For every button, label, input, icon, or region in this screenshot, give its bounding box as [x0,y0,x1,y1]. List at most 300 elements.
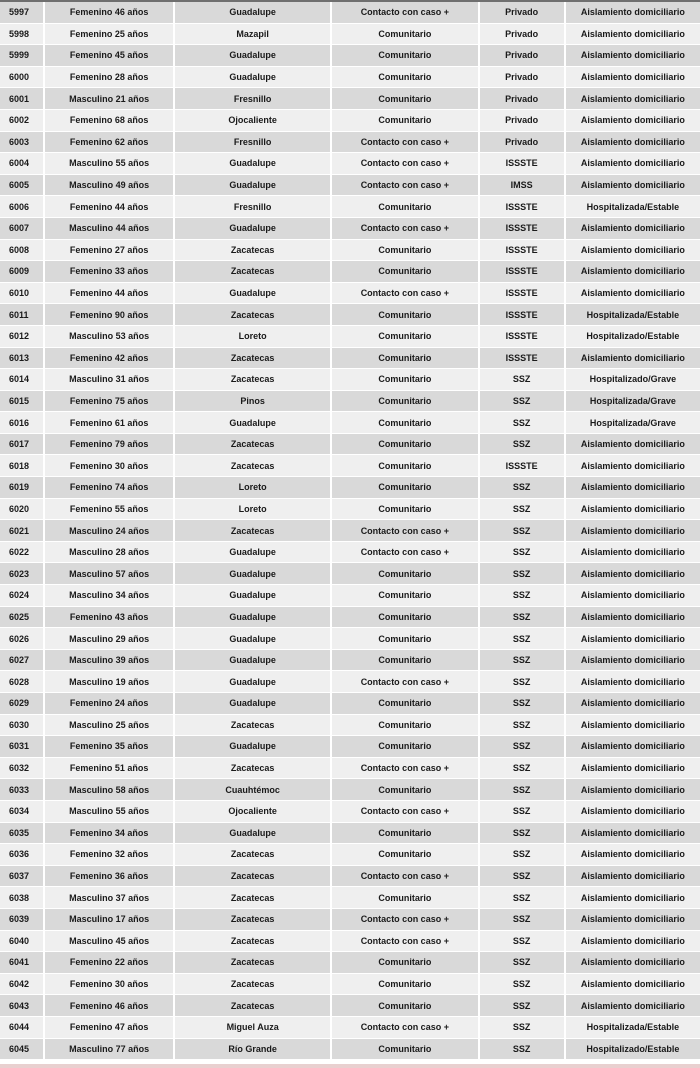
institution-cell: SSZ [480,974,566,996]
table-row [0,887,700,909]
case-number-cell: 6035 [0,823,45,845]
patient-status-cell: Aislamiento domiciliario [566,585,700,607]
contagion-type-cell: Comunitario [332,477,480,499]
institution-cell: SSZ [480,844,566,866]
municipality-cell: Fresnillo [175,88,332,110]
sex-age-cell: Femenino 32 años [45,844,175,866]
case-number-cell: 5997 [0,2,45,24]
table-row [0,240,700,262]
municipality-cell: Zacatecas [175,931,332,953]
institution-cell: SSZ [480,823,566,845]
sex-age-cell: Femenino 44 años [45,283,175,305]
contagion-type-cell: Comunitario [332,779,480,801]
patient-status-cell: Aislamiento domiciliario [566,2,700,24]
table-row [0,974,700,996]
contagion-type-cell: Contacto con caso + [332,2,480,24]
municipality-cell: Guadalupe [175,45,332,67]
contagion-type-cell: Contacto con caso + [332,758,480,780]
institution-cell: SSZ [480,909,566,931]
sex-age-cell: Femenino 36 años [45,866,175,888]
patient-status-cell: Aislamiento domiciliario [566,931,700,953]
case-number-cell: 6028 [0,671,45,693]
contagion-type-cell: Comunitario [332,412,480,434]
case-number-cell: 6024 [0,585,45,607]
municipality-cell: Loreto [175,326,332,348]
case-number-cell: 6036 [0,844,45,866]
patient-status-cell: Aislamiento domiciliario [566,348,700,370]
sex-age-cell: Femenino 46 años [45,995,175,1017]
municipality-cell: Mazapil [175,24,332,46]
table-row [0,2,700,24]
table-row [0,175,700,197]
patient-status-cell: Hospitalizada/Grave [566,412,700,434]
case-number-cell: 6044 [0,1017,45,1039]
municipality-cell: Miguel Auza [175,1017,332,1039]
institution-cell: SSZ [480,585,566,607]
municipality-cell: Zacatecas [175,887,332,909]
institution-cell: SSZ [480,391,566,413]
patient-status-cell: Aislamiento domiciliario [566,952,700,974]
table-row [0,24,700,46]
contagion-type-cell: Comunitario [332,24,480,46]
institution-cell: IMSS [480,175,566,197]
table-row [0,1017,700,1039]
case-number-cell: 6002 [0,110,45,132]
contagion-type-cell: Comunitario [332,628,480,650]
table-row [0,931,700,953]
case-number-cell: 6038 [0,887,45,909]
institution-cell: SSZ [480,369,566,391]
municipality-cell: Guadalupe [175,628,332,650]
municipality-cell: Guadalupe [175,650,332,672]
municipality-cell: Zacatecas [175,369,332,391]
case-number-cell: 6015 [0,391,45,413]
sex-age-cell: Masculino 45 años [45,931,175,953]
case-number-cell: 6019 [0,477,45,499]
table-row [0,348,700,370]
table-row [0,45,700,67]
sex-age-cell: Femenino 90 años [45,304,175,326]
municipality-cell: Zacatecas [175,455,332,477]
contagion-type-cell: Comunitario [332,88,480,110]
institution-cell: SSZ [480,607,566,629]
case-number-cell: 6031 [0,736,45,758]
institution-cell: ISSSTE [480,261,566,283]
institution-cell: Privado [480,45,566,67]
institution-cell: SSZ [480,520,566,542]
patient-status-cell: Aislamiento domiciliario [566,499,700,521]
case-number-cell: 6010 [0,283,45,305]
patient-status-cell: Aislamiento domiciliario [566,736,700,758]
sex-age-cell: Femenino 75 años [45,391,175,413]
contagion-type-cell: Comunitario [332,1039,480,1061]
contagion-type-cell: Comunitario [332,261,480,283]
institution-cell: SSZ [480,715,566,737]
municipality-cell: Guadalupe [175,736,332,758]
table-row [0,628,700,650]
patient-status-cell: Aislamiento domiciliario [566,542,700,564]
patient-status-cell: Aislamiento domiciliario [566,974,700,996]
case-number-cell: 6027 [0,650,45,672]
sex-age-cell: Masculino 24 años [45,520,175,542]
institution-cell: Privado [480,132,566,154]
sex-age-cell: Masculino 44 años [45,218,175,240]
patient-status-cell: Aislamiento domiciliario [566,240,700,262]
table-row [0,844,700,866]
municipality-cell: Guadalupe [175,585,332,607]
patient-status-cell: Aislamiento domiciliario [566,563,700,585]
sex-age-cell: Masculino 77 años [45,1039,175,1061]
case-number-cell: 6009 [0,261,45,283]
sex-age-cell: Femenino 42 años [45,348,175,370]
institution-cell: ISSSTE [480,153,566,175]
sex-age-cell: Femenino 35 años [45,736,175,758]
municipality-cell: Zacatecas [175,304,332,326]
sex-age-cell: Femenino 27 años [45,240,175,262]
sex-age-cell: Femenino 74 años [45,477,175,499]
municipality-cell: Guadalupe [175,563,332,585]
case-number-cell: 6026 [0,628,45,650]
municipality-cell: Ojocaliente [175,110,332,132]
municipality-cell: Guadalupe [175,693,332,715]
table-row [0,909,700,931]
patient-status-cell: Aislamiento domiciliario [566,801,700,823]
table-row [0,736,700,758]
contagion-type-cell: Contacto con caso + [332,175,480,197]
contagion-type-cell: Comunitario [332,693,480,715]
contagion-type-cell: Contacto con caso + [332,542,480,564]
contagion-type-cell: Comunitario [332,196,480,218]
patient-status-cell: Aislamiento domiciliario [566,88,700,110]
municipality-cell: Guadalupe [175,607,332,629]
municipality-cell: Fresnillo [175,132,332,154]
sex-age-cell: Femenino 45 años [45,45,175,67]
table-row [0,261,700,283]
municipality-cell: Loreto [175,477,332,499]
case-number-cell: 6030 [0,715,45,737]
contagion-type-cell: Comunitario [332,67,480,89]
case-number-cell: 6040 [0,931,45,953]
contagion-type-cell: Contacto con caso + [332,218,480,240]
institution-cell: ISSSTE [480,196,566,218]
institution-cell: SSZ [480,412,566,434]
case-number-cell: 6017 [0,434,45,456]
institution-cell: ISSSTE [480,283,566,305]
table-row [0,326,700,348]
patient-status-cell: Aislamiento domiciliario [566,24,700,46]
contagion-type-cell: Contacto con caso + [332,283,480,305]
municipality-cell: Zacatecas [175,348,332,370]
case-number-cell: 6041 [0,952,45,974]
case-number-cell: 6011 [0,304,45,326]
contagion-type-cell: Comunitario [332,585,480,607]
table-row [0,715,700,737]
table-row [0,585,700,607]
contagion-type-cell: Comunitario [332,844,480,866]
institution-cell: SSZ [480,477,566,499]
table-row [0,520,700,542]
contagion-type-cell: Contacto con caso + [332,801,480,823]
institution-cell: ISSSTE [480,240,566,262]
contagion-type-cell: Comunitario [332,823,480,845]
case-number-cell: 6016 [0,412,45,434]
case-number-cell: 6013 [0,348,45,370]
case-number-cell: 6008 [0,240,45,262]
institution-cell: ISSSTE [480,348,566,370]
patient-status-cell: Aislamiento domiciliario [566,715,700,737]
patient-status-cell: Aislamiento domiciliario [566,477,700,499]
sex-age-cell: Femenino 33 años [45,261,175,283]
table-row [0,563,700,585]
contagion-type-cell: Comunitario [332,650,480,672]
case-number-cell: 6005 [0,175,45,197]
institution-cell: Privado [480,110,566,132]
sex-age-cell: Masculino 21 años [45,88,175,110]
case-number-cell: 6018 [0,455,45,477]
institution-cell: ISSSTE [480,218,566,240]
municipality-cell: Zacatecas [175,844,332,866]
sex-age-cell: Femenino 43 años [45,607,175,629]
sex-age-cell: Masculino 49 años [45,175,175,197]
patient-status-cell: Aislamiento domiciliario [566,283,700,305]
institution-cell: SSZ [480,434,566,456]
municipality-cell: Guadalupe [175,671,332,693]
sex-age-cell: Masculino 58 años [45,779,175,801]
patient-status-cell: Aislamiento domiciliario [566,607,700,629]
municipality-cell: Guadalupe [175,2,332,24]
table-row [0,369,700,391]
sex-age-cell: Masculino 29 años [45,628,175,650]
case-number-cell: 6025 [0,607,45,629]
patient-status-cell: Aislamiento domiciliario [566,995,700,1017]
municipality-cell: Loreto [175,499,332,521]
patient-status-cell: Aislamiento domiciliario [566,650,700,672]
case-number-cell: 6007 [0,218,45,240]
patient-status-cell: Aislamiento domiciliario [566,455,700,477]
patient-status-cell: Hospitalizada/Estable [566,1017,700,1039]
sex-age-cell: Femenino 28 años [45,67,175,89]
patient-status-cell: Hospitalizado/Grave [566,369,700,391]
institution-cell: ISSSTE [480,304,566,326]
sex-age-cell: Masculino 57 años [45,563,175,585]
contagion-type-cell: Comunitario [332,45,480,67]
case-number-cell: 6003 [0,132,45,154]
contagion-type-cell: Comunitario [332,607,480,629]
municipality-cell: Zacatecas [175,240,332,262]
case-number-cell: 6039 [0,909,45,931]
municipality-cell: Guadalupe [175,283,332,305]
contagion-type-cell: Comunitario [332,391,480,413]
patient-status-cell: Aislamiento domiciliario [566,866,700,888]
institution-cell: SSZ [480,650,566,672]
contagion-type-cell: Comunitario [332,110,480,132]
institution-cell: SSZ [480,801,566,823]
municipality-cell: Zacatecas [175,909,332,931]
patient-status-cell: Aislamiento domiciliario [566,844,700,866]
case-number-cell: 6014 [0,369,45,391]
case-number-cell: 6045 [0,1039,45,1061]
sex-age-cell: Masculino 53 años [45,326,175,348]
sex-age-cell: Masculino 19 años [45,671,175,693]
table-row [0,455,700,477]
institution-cell: SSZ [480,671,566,693]
table-row [0,153,700,175]
patient-status-cell: Aislamiento domiciliario [566,175,700,197]
contagion-type-cell: Comunitario [332,995,480,1017]
patient-status-cell: Aislamiento domiciliario [566,110,700,132]
case-number-cell: 5998 [0,24,45,46]
case-number-cell: 6034 [0,801,45,823]
institution-cell: SSZ [480,1039,566,1061]
case-number-cell: 6023 [0,563,45,585]
sex-age-cell: Masculino 55 años [45,801,175,823]
sex-age-cell: Femenino 51 años [45,758,175,780]
municipality-cell: Guadalupe [175,542,332,564]
table-row [0,650,700,672]
table-row [0,283,700,305]
institution-cell: Privado [480,24,566,46]
municipality-cell: Zacatecas [175,520,332,542]
case-number-cell: 6020 [0,499,45,521]
patient-status-cell: Aislamiento domiciliario [566,758,700,780]
institution-cell: SSZ [480,758,566,780]
sex-age-cell: Femenino 79 años [45,434,175,456]
contagion-type-cell: Comunitario [332,304,480,326]
patient-status-cell: Aislamiento domiciliario [566,434,700,456]
contagion-type-cell: Contacto con caso + [332,520,480,542]
table-row [0,866,700,888]
sex-age-cell: Masculino 34 años [45,585,175,607]
institution-cell: Privado [480,67,566,89]
institution-cell: SSZ [480,887,566,909]
sex-age-cell: Masculino 39 años [45,650,175,672]
table-row [0,67,700,89]
patient-status-cell: Aislamiento domiciliario [566,671,700,693]
contagion-type-cell: Contacto con caso + [332,671,480,693]
table-row [0,693,700,715]
patient-status-cell: Aislamiento domiciliario [566,218,700,240]
municipality-cell: Fresnillo [175,196,332,218]
table-row [0,477,700,499]
contagion-type-cell: Comunitario [332,348,480,370]
patient-status-cell: Hospitalizada/Estable [566,196,700,218]
table-row [0,88,700,110]
case-number-cell: 6033 [0,779,45,801]
institution-cell: SSZ [480,499,566,521]
case-number-cell: 6001 [0,88,45,110]
institution-cell: SSZ [480,542,566,564]
municipality-cell: Zacatecas [175,261,332,283]
patient-status-cell: Aislamiento domiciliario [566,132,700,154]
municipality-cell: Zacatecas [175,715,332,737]
institution-cell: ISSSTE [480,455,566,477]
institution-cell: SSZ [480,952,566,974]
municipality-cell: Guadalupe [175,175,332,197]
institution-cell: SSZ [480,779,566,801]
case-number-cell: 6037 [0,866,45,888]
contagion-type-cell: Comunitario [332,434,480,456]
case-number-cell: 6032 [0,758,45,780]
patient-status-cell: Aislamiento domiciliario [566,67,700,89]
contagion-type-cell: Comunitario [332,240,480,262]
case-number-cell: 6043 [0,995,45,1017]
municipality-cell: Cuauhtémoc [175,779,332,801]
institution-cell: SSZ [480,1017,566,1039]
case-number-cell: 6021 [0,520,45,542]
cases-table [0,2,700,1060]
table-row [0,542,700,564]
table-row [0,434,700,456]
sex-age-cell: Femenino 34 años [45,823,175,845]
table-row [0,412,700,434]
contagion-type-cell: Comunitario [332,952,480,974]
case-number-cell: 6042 [0,974,45,996]
contagion-type-cell: Comunitario [332,563,480,585]
contagion-type-cell: Contacto con caso + [332,866,480,888]
sex-age-cell: Femenino 25 años [45,24,175,46]
case-number-cell: 6000 [0,67,45,89]
municipality-cell: Guadalupe [175,153,332,175]
patient-status-cell: Hospitalizada/Grave [566,391,700,413]
table-row [0,1039,700,1061]
sex-age-cell: Femenino 61 años [45,412,175,434]
municipality-cell: Guadalupe [175,218,332,240]
case-number-cell: 6004 [0,153,45,175]
case-number-cell: 5999 [0,45,45,67]
contagion-type-cell: Comunitario [332,499,480,521]
contagion-type-cell: Comunitario [332,715,480,737]
table-row [0,607,700,629]
municipality-cell: Guadalupe [175,823,332,845]
institution-cell: Privado [480,2,566,24]
patient-status-cell: Hospitalizado/Estable [566,326,700,348]
sex-age-cell: Masculino 28 años [45,542,175,564]
municipality-cell: Zacatecas [175,974,332,996]
table-row [0,952,700,974]
municipality-cell: Zacatecas [175,995,332,1017]
sex-age-cell: Femenino 24 años [45,693,175,715]
municipality-cell: Zacatecas [175,758,332,780]
table-row [0,758,700,780]
municipality-cell: Zacatecas [175,434,332,456]
contagion-type-cell: Comunitario [332,326,480,348]
patient-status-cell: Aislamiento domiciliario [566,261,700,283]
sex-age-cell: Femenino 30 años [45,455,175,477]
contagion-type-cell: Contacto con caso + [332,1017,480,1039]
sex-age-cell: Masculino 31 años [45,369,175,391]
patient-status-cell: Aislamiento domiciliario [566,909,700,931]
institution-cell: SSZ [480,628,566,650]
municipality-cell: Guadalupe [175,412,332,434]
municipality-cell: Guadalupe [175,67,332,89]
patient-status-cell: Aislamiento domiciliario [566,45,700,67]
institution-cell: SSZ [480,866,566,888]
case-number-cell: 6012 [0,326,45,348]
municipality-cell: Zacatecas [175,866,332,888]
institution-cell: ISSSTE [480,326,566,348]
patient-status-cell: Hospitalizado/Estable [566,1039,700,1061]
sex-age-cell: Masculino 55 años [45,153,175,175]
institution-cell: Privado [480,88,566,110]
contagion-type-cell: Comunitario [332,887,480,909]
contagion-type-cell: Contacto con caso + [332,132,480,154]
contagion-type-cell: Contacto con caso + [332,153,480,175]
table-row [0,304,700,326]
municipality-cell: Pinos [175,391,332,413]
patient-status-cell: Aislamiento domiciliario [566,520,700,542]
cases-table-body [0,2,700,1060]
municipality-cell: Río Grande [175,1039,332,1061]
